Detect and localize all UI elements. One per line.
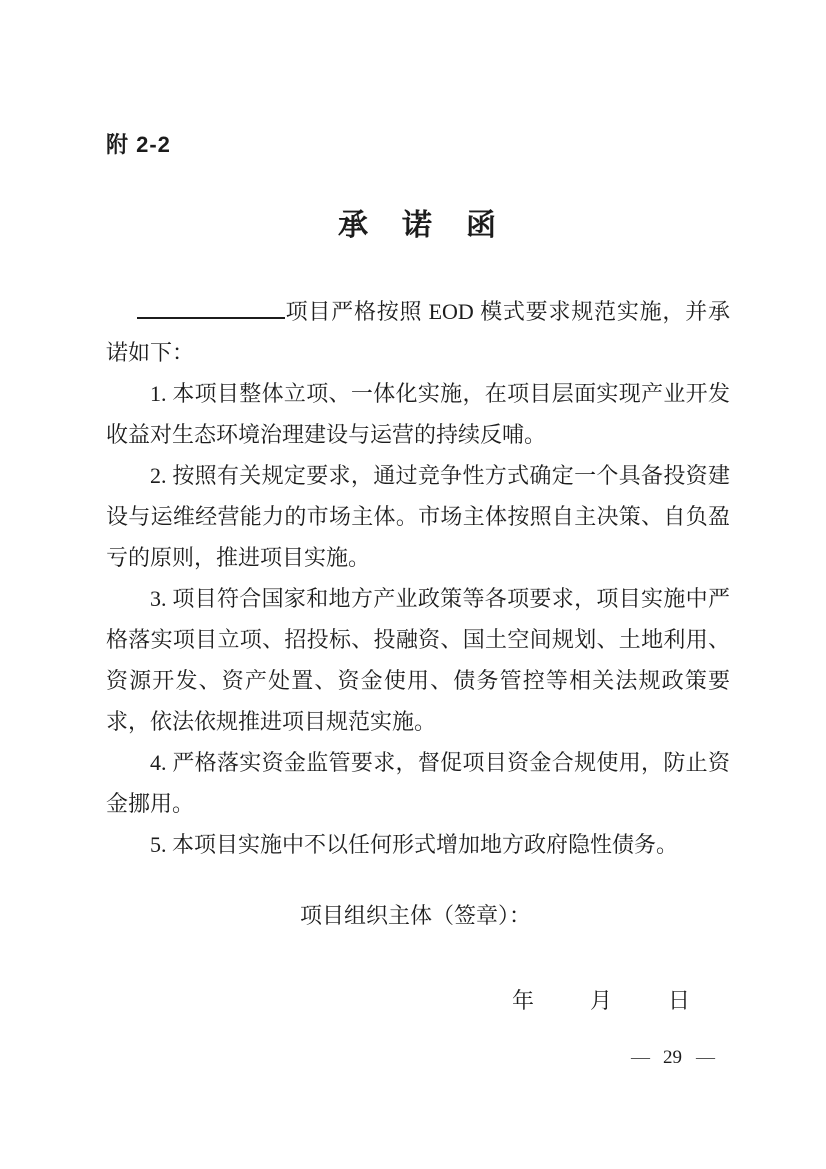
page-number: 29	[663, 1047, 682, 1068]
commitment-item-1: 1. 本项目整体立项、一体化实施，在项目层面实现产业开发收益对生态环境治理建设与运营的持续反哺。	[106, 381, 730, 447]
footer-dash-left: —	[631, 1047, 649, 1068]
commitment-item-3: 3. 项目符合国家和地方产业政策等各项要求，项目实施中严格落实项目立项、招投标、投融资、国土空间规划、土地利用、资源开发、资产处置、资金使用、债务管控等相关法规政策要求，依法依规推进项目规范实施。	[106, 586, 730, 734]
commitment-item-5: 5. 本项目实施中不以任何形式增加地方政府隐性债务。	[150, 832, 679, 857]
date-line	[106, 980, 730, 1021]
commitment-item-4: 4. 严格落实资金监管要求，督促项目资金合规使用，防止资金挪用。	[106, 750, 730, 816]
intro-paragraph	[106, 291, 730, 373]
document-title: 承 诺 函	[338, 209, 498, 242]
signature-label: 项目组织主体（签章）：	[300, 903, 532, 928]
document-body	[106, 291, 730, 865]
footer-dash-right: —	[696, 1047, 714, 1068]
page-footer	[631, 1046, 714, 1070]
date-month-label: 月	[589, 988, 612, 1013]
date-day-label: 日	[667, 988, 690, 1013]
commitment-item-2: 2. 按照有关规定要求，通过竞争性方式确定一个具备投资建设与运维经营能力的市场主体。市场主体按照自主决策、自负盈亏的原则，推进项目实施。	[106, 463, 730, 570]
date-year-label: 年	[511, 988, 534, 1013]
project-name-blank	[137, 293, 285, 319]
intro-text: 项目严格按照 EOD 模式要求规范实施，并承诺如下：	[106, 299, 730, 365]
attachment-label: 附 2-2	[106, 132, 171, 157]
